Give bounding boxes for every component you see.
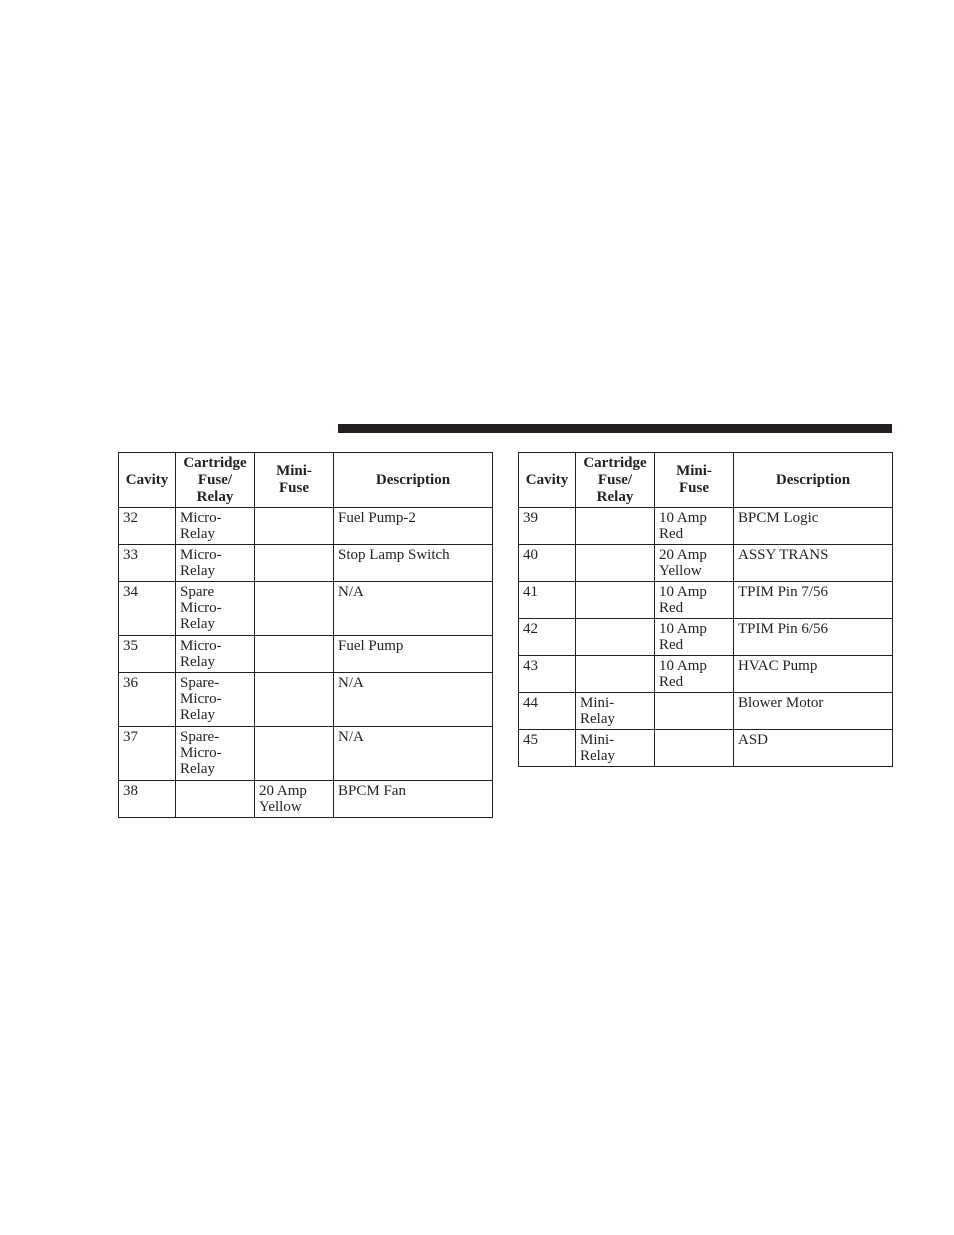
cartridge-cell <box>176 781 255 818</box>
mini-fuse-cell <box>255 673 334 727</box>
cartridge-cell: Mini- Relay <box>576 693 655 730</box>
cartridge-cell <box>576 619 655 656</box>
cartridge-cell: Micro- Relay <box>176 545 255 582</box>
table-row <box>119 582 493 636</box>
fuse-table-right <box>518 452 893 767</box>
cartridge-cell <box>576 545 655 582</box>
mini-fuse-cell: 10 Amp Red <box>655 508 734 545</box>
table-row <box>519 582 893 619</box>
header-description: Description <box>734 453 893 508</box>
mini-fuse-cell: 20 Amp Yellow <box>655 545 734 582</box>
description-cell: TPIM Pin 7/56 <box>734 582 893 619</box>
cavity-cell: 33 <box>119 545 176 582</box>
cartridge-cell: Mini- Relay <box>576 730 655 767</box>
table-row <box>119 727 493 781</box>
cartridge-cell: Spare- Micro- Relay <box>176 673 255 727</box>
cartridge-cell: Spare Micro- Relay <box>176 582 255 636</box>
table-row <box>519 545 893 582</box>
header-cartridge-fuse-relay: Cartridge Fuse/ Relay <box>576 453 655 508</box>
cartridge-cell <box>576 656 655 693</box>
cavity-cell: 44 <box>519 693 576 730</box>
mini-fuse-cell <box>655 693 734 730</box>
cavity-cell: 40 <box>519 545 576 582</box>
cavity-cell: 32 <box>119 508 176 545</box>
description-cell: N/A <box>334 727 493 781</box>
header-mini-fuse: Mini- Fuse <box>255 453 334 508</box>
description-cell: TPIM Pin 6/56 <box>734 619 893 656</box>
mini-fuse-cell <box>255 636 334 673</box>
description-cell: HVAC Pump <box>734 656 893 693</box>
cavity-cell: 34 <box>119 582 176 636</box>
cavity-cell: 43 <box>519 656 576 693</box>
description-cell: N/A <box>334 582 493 636</box>
cartridge-cell <box>576 582 655 619</box>
description-cell: BPCM Fan <box>334 781 493 818</box>
table-row <box>519 693 893 730</box>
cavity-cell: 37 <box>119 727 176 781</box>
header-cavity: Cavity <box>119 453 176 508</box>
table-row <box>119 508 493 545</box>
cavity-cell: 39 <box>519 508 576 545</box>
mini-fuse-cell: 10 Amp Red <box>655 656 734 693</box>
table-row <box>119 545 493 582</box>
cavity-cell: 45 <box>519 730 576 767</box>
mini-fuse-cell <box>655 730 734 767</box>
mini-fuse-cell <box>255 582 334 636</box>
fuse-table-left <box>118 452 493 818</box>
description-cell: N/A <box>334 673 493 727</box>
description-cell: ASD <box>734 730 893 767</box>
mini-fuse-cell <box>255 508 334 545</box>
description-cell: Fuel Pump <box>334 636 493 673</box>
cavity-cell: 41 <box>519 582 576 619</box>
mini-fuse-cell: 20 Amp Yellow <box>255 781 334 818</box>
description-cell: Stop Lamp Switch <box>334 545 493 582</box>
table-row <box>519 508 893 545</box>
table-row <box>519 619 893 656</box>
table-header-row <box>519 453 893 508</box>
cartridge-cell: Spare- Micro- Relay <box>176 727 255 781</box>
cavity-cell: 38 <box>119 781 176 818</box>
table-row <box>119 636 493 673</box>
mini-fuse-cell: 10 Amp Red <box>655 582 734 619</box>
cavity-cell: 36 <box>119 673 176 727</box>
description-cell: BPCM Logic <box>734 508 893 545</box>
table-row <box>519 656 893 693</box>
table-header-row <box>119 453 493 508</box>
header-mini-fuse: Mini- Fuse <box>655 453 734 508</box>
mini-fuse-cell <box>255 545 334 582</box>
cartridge-cell: Micro- Relay <box>176 636 255 673</box>
section-rule <box>338 424 892 433</box>
header-cartridge-fuse-relay: Cartridge Fuse/ Relay <box>176 453 255 508</box>
description-cell: ASSY TRANS <box>734 545 893 582</box>
description-cell: Blower Motor <box>734 693 893 730</box>
cavity-cell: 35 <box>119 636 176 673</box>
header-cavity: Cavity <box>519 453 576 508</box>
cartridge-cell <box>576 508 655 545</box>
mini-fuse-cell: 10 Amp Red <box>655 619 734 656</box>
description-cell: Fuel Pump-2 <box>334 508 493 545</box>
table-row <box>519 730 893 767</box>
mini-fuse-cell <box>255 727 334 781</box>
header-description: Description <box>334 453 493 508</box>
cartridge-cell: Micro- Relay <box>176 508 255 545</box>
cavity-cell: 42 <box>519 619 576 656</box>
table-row <box>119 673 493 727</box>
table-row <box>119 781 493 818</box>
